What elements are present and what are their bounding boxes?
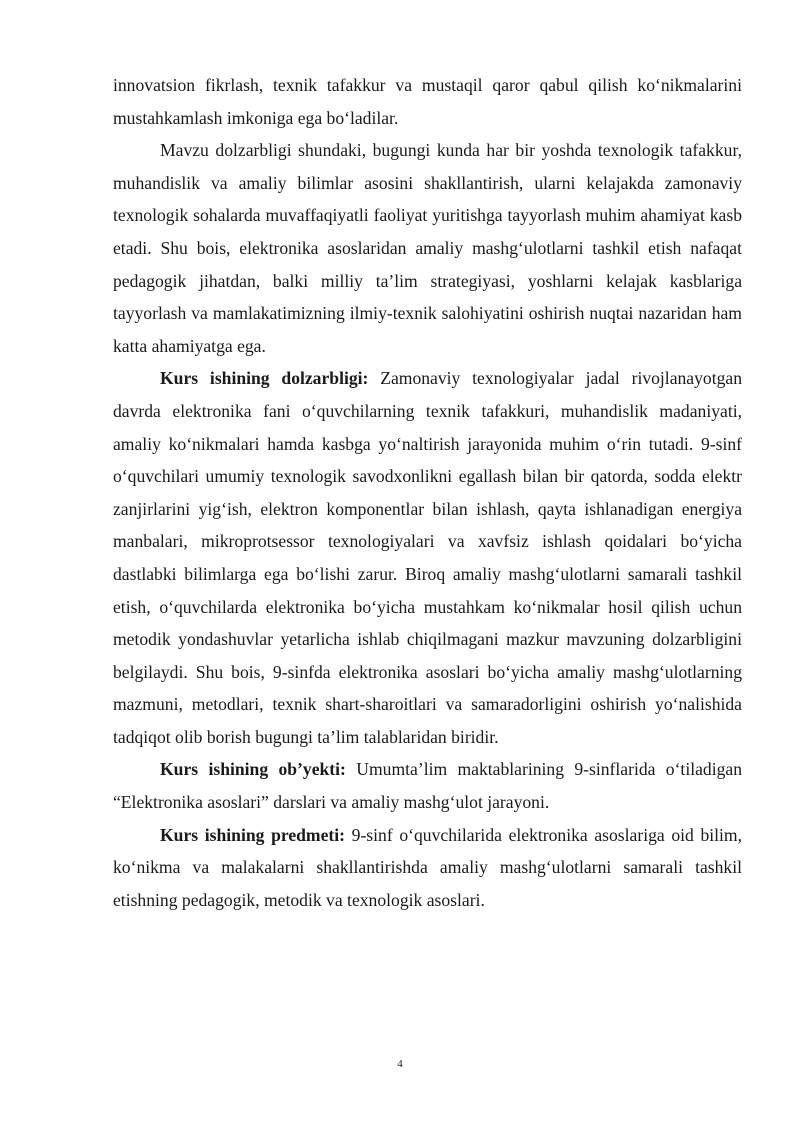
paragraph-continuation (113, 69, 742, 134)
paragraph-text: 9-sinf o‘quvchilarida elektronika asoslariga oid bilim, ko‘nikma va malakalarni shakllantirishda amaliy mashg‘ulotlarni samarali tashkil etishning pedagogik, metodik va texnologik asoslari. (113, 824, 742, 910)
paragraph-course-object (113, 753, 742, 818)
paragraph-course-relevance (113, 362, 742, 753)
page-number: 4 (397, 1058, 403, 1070)
paragraph-text: Mavzu dolzarbligi shundaki, bugungi kunda har bir yoshda texnologik tafakkur, muhandislik va amaliy bilimlar asosini shakllantirish, ularni kelajakda zamonaviy texnologik sohalarda muvaffaqiyatli faoliyat yuritishga tayyorlash muhim ahamiyat kasb etadi. Shu bois, elektronika asoslaridan amaliy mashg‘ulotlarni tashkil etish nafaqat pedagogik jihatdan, balki milliy ta’lim strategiyasi, yoshlarni kelajak kasblariga tayyorlash va mamlakatimizning ilmiy-texnik salohiyatini oshirish nuqtai nazaridan ham katta ahamiyatga ega. (113, 140, 742, 356)
paragraph-topic-relevance (113, 134, 742, 362)
paragraph-text: Zamonaviy texnologiyalar jadal rivojlanayotgan davrda elektronika fani o‘quvchilarning texnik tafakkuri, muhandislik madaniyati, amaliy ko‘nikmalari hamda kasbga yo‘naltirish jarayonida muhim o‘rin tutadi. 9-sinf o‘quvchilari umumiy texnologik savodxonlikni egallash bilan bir qatorda, sodda elektr zanjirlarini yig‘ish, elektron komponentlar bilan ishlash, qayta ishlanadigan energiya manbalari, mikroprotsessor texnologiyalari va xavfsiz ishlash qoidalari bo‘yicha dastlabki bilimlarga ega bo‘lishi zarur. Biroq amaliy mashg‘ulotlarni samarali tashkil etish, o‘quvchilarda elektronika bo‘yicha mustahkam ko‘nikmalar hosil qilish uchun metodik yondashuvlar yetarlicha ishlab chiqilmagani mazkur mavzuning dolzarbligini belgilaydi. Shu bois, 9-sinfda elektronika asoslari bo‘yicha amaliy mashg‘ulotlarning mazmuni, metodlari, texnik shart-sharoitlari va samaradorligini oshirish yo‘nalishida tadqiqot olib borish bugungi ta’lim talablaridan biridir. (113, 368, 742, 747)
paragraph-course-subject (113, 819, 742, 917)
paragraph-heading: Kurs ishining predmeti: (160, 824, 346, 845)
paragraph-text: innovatsion fikrlash, texnik tafakkur va mustaqil qaror qabul qilish ko‘nikmalarini mustahkamlash imkoniga ega bo‘ladilar. (113, 75, 742, 128)
document-page (113, 69, 742, 916)
paragraph-heading: Kurs ishining ob’yekti: (160, 759, 346, 780)
paragraph-text: Umumta’lim maktablarining 9-sinflarida o‘tiladigan “Elektronika asoslari” darslari va amaliy mashg‘ulot jarayoni. (113, 759, 742, 813)
paragraph-heading: Kurs ishining dolzarbligi: (160, 368, 369, 389)
